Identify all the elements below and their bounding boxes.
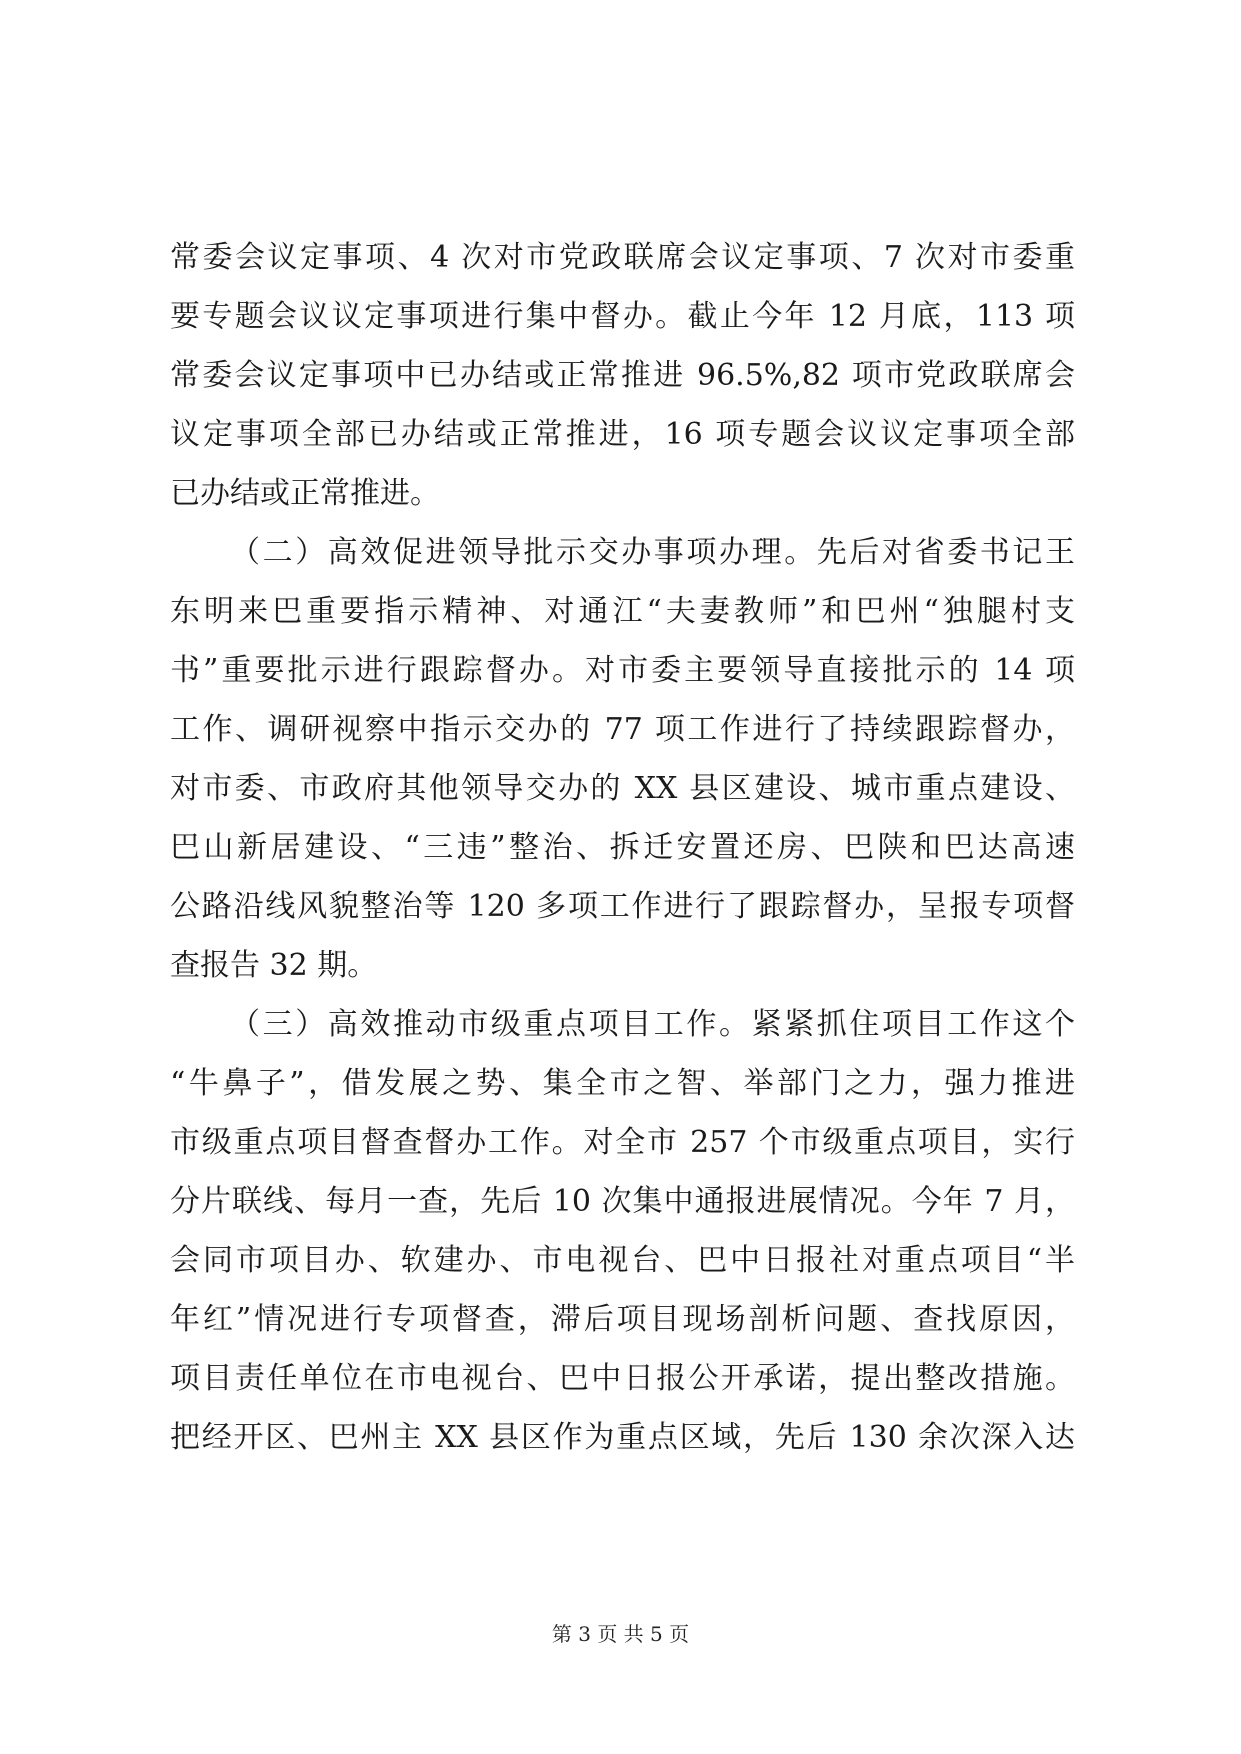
- text-line: 常委会议定事项、4 次对市党政联席会议定事项、7 次对市委重: [170, 240, 1075, 275]
- paragraph-heading-line: （三）高效推动市级重点项目工作。紧紧抓住项目工作这个: [230, 1007, 1075, 1042]
- page-number-footer: 第 3 页 共 5 页: [551, 1622, 690, 1646]
- text-line: 要专题会议议定事项进行集中督办。截止今年 12 月底，113 项: [170, 299, 1075, 334]
- text-line: 常委会议定事项中已办结或正常推进 96.5%,82 项市党政联席会: [170, 358, 1075, 393]
- text-line: 项目责任单位在市电视台、巴中日报公开承诺，提出整改措施。: [170, 1361, 1075, 1396]
- text-line: 工作、调研视察中指示交办的 77 项工作进行了持续跟踪督办，: [170, 712, 1075, 747]
- text-line: 公路沿线风貌整治等 120 多项工作进行了跟踪督办，呈报专项督: [170, 889, 1075, 924]
- text-line: 会同市项目办、软建办、市电视台、巴中日报社对重点项目“半: [170, 1243, 1075, 1278]
- text-line: 市级重点项目督查督办工作。对全市 257 个市级重点项目，实行: [170, 1125, 1075, 1160]
- text-line: 把经开区、巴州主 XX 县区作为重点区域，先后 130 余次深入达: [170, 1420, 1075, 1455]
- text-line: 已办结或正常推进。: [170, 476, 440, 511]
- text-line: 查报告 32 期。: [170, 948, 378, 983]
- text-line: 年红”情况进行专项督查，滞后项目现场剖析问题、查找原因，: [170, 1302, 1075, 1337]
- body-text: [170, 228, 1075, 1467]
- text-line: “牛鼻子”，借发展之势、集全市之智、举部门之力，强力推进: [170, 1066, 1075, 1101]
- paragraph-heading-line: （二）高效促进领导批示交办事项办理。先后对省委书记王: [230, 535, 1075, 570]
- text-line: 东明来巴重要指示精神、对通江“夫妻教师”和巴州“独腿村支: [170, 594, 1075, 629]
- text-line: 对市委、市政府其他领导交办的 XX 县区建设、城市重点建设、: [170, 771, 1075, 806]
- text-line: 分片联线、每月一查，先后 10 次集中通报进展情况。今年 7 月，: [170, 1184, 1075, 1219]
- text-line: 巴山新居建设、“三违”整治、拆迁安置还房、巴陕和巴达高速: [170, 830, 1075, 865]
- text-line: 议定事项全部已办结或正常推进，16 项专题会议议定事项全部: [170, 417, 1075, 452]
- text-line: 书”重要批示进行跟踪督办。对市委主要领导直接批示的 14 项: [170, 653, 1075, 688]
